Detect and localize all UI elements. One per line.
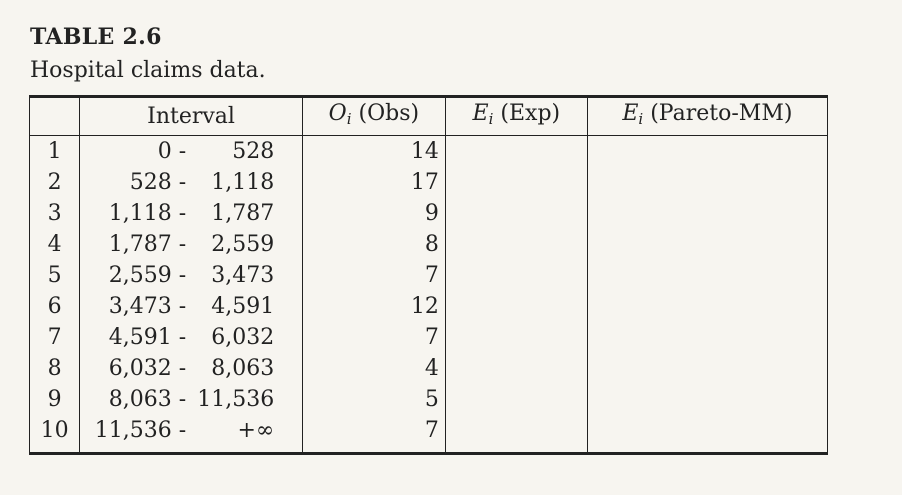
pareto-symbol: E [622, 101, 639, 126]
table-body [30, 136, 828, 453]
header-pareto-mm [587, 97, 827, 136]
expected-count [445, 291, 587, 322]
interval-lower: 2,559 - [108, 263, 187, 288]
expected-label: (Exp) [493, 101, 561, 126]
interval-lower: 8,063 - [108, 387, 187, 412]
observed-count: 14 [302, 136, 445, 168]
expected-subscript: i [488, 110, 494, 128]
interval-cell [80, 167, 303, 198]
interval-upper: 1,787 [211, 201, 275, 226]
observed-count: 9 [302, 198, 445, 229]
interval-cell [80, 229, 303, 260]
interval-lower: 11,536 - [94, 418, 187, 443]
interval-upper: 4,591 [211, 294, 275, 319]
interval-upper: 8,063 [211, 356, 275, 381]
observed-count: 5 [302, 384, 445, 415]
row-index: 2 [30, 167, 80, 198]
table-number-title: TABLE 2.6 [30, 24, 162, 50]
interval-cell [80, 291, 303, 322]
expected-count [445, 229, 587, 260]
table-row [30, 384, 828, 415]
interval-lower: 1,787 - [108, 232, 187, 257]
claims-table-container [29, 95, 828, 455]
interval-upper: 3,473 [211, 263, 275, 288]
interval-cell [80, 322, 303, 353]
expected-count [445, 198, 587, 229]
expected-count [445, 322, 587, 353]
expected-count [445, 260, 587, 291]
pareto-mm-count [587, 260, 827, 291]
table-row [30, 322, 828, 353]
table-row [30, 291, 828, 322]
interval-cell [80, 353, 303, 384]
hospital-claims-table [29, 95, 828, 452]
table-row [30, 229, 828, 260]
observed-count: 7 [302, 322, 445, 353]
expected-count [445, 167, 587, 198]
table-header-row [30, 97, 828, 136]
pareto-mm-count [587, 353, 827, 384]
row-index: 5 [30, 260, 80, 291]
pareto-mm-count [587, 136, 827, 168]
interval-cell [80, 198, 303, 229]
row-index: 3 [30, 198, 80, 229]
header-expected [445, 97, 587, 136]
interval-upper: 11,536 [197, 387, 275, 412]
interval-upper: 528 [232, 139, 275, 164]
table-bottom-rule [29, 452, 828, 455]
expected-count [445, 136, 587, 168]
row-index: 10 [30, 415, 80, 452]
table-row [30, 167, 828, 198]
pareto-mm-count [587, 415, 827, 452]
row-index: 8 [30, 353, 80, 384]
observed-count: 8 [302, 229, 445, 260]
interval-cell [80, 415, 303, 452]
row-index: 9 [30, 384, 80, 415]
interval-upper: 6,032 [211, 325, 275, 350]
observed-subscript: i [346, 110, 352, 128]
table-row [30, 415, 828, 452]
table-row [30, 353, 828, 384]
pareto-mm-count [587, 322, 827, 353]
interval-upper: 2,559 [211, 232, 275, 257]
interval-lower: 0 - [157, 139, 187, 164]
table-caption: Hospital claims data. [30, 58, 266, 83]
row-index: 7 [30, 322, 80, 353]
table-row [30, 136, 828, 168]
row-index: 6 [30, 291, 80, 322]
interval-lower: 4,591 - [108, 325, 187, 350]
expected-count [445, 415, 587, 452]
observed-symbol: O [328, 101, 347, 126]
expected-count [445, 384, 587, 415]
interval-lower: 6,032 - [108, 356, 187, 381]
interval-lower: 3,473 - [108, 294, 187, 319]
pareto-mm-count [587, 384, 827, 415]
observed-count: 12 [302, 291, 445, 322]
pareto-mm-count [587, 229, 827, 260]
interval-cell [80, 260, 303, 291]
observed-count: 7 [302, 260, 445, 291]
observed-count: 4 [302, 353, 445, 384]
observed-label: (Obs) [351, 101, 420, 126]
observed-count: 7 [302, 415, 445, 452]
pareto-subscript: i [638, 110, 644, 128]
observed-count: 17 [302, 167, 445, 198]
table-row [30, 260, 828, 291]
interval-cell [80, 384, 303, 415]
interval-lower: 1,118 - [108, 201, 187, 226]
row-index: 1 [30, 136, 80, 168]
pareto-mm-count [587, 291, 827, 322]
header-interval: Interval [80, 97, 303, 136]
interval-upper: +∞ [237, 418, 275, 443]
expected-symbol: E [472, 101, 489, 126]
table-row [30, 198, 828, 229]
row-index: 4 [30, 229, 80, 260]
interval-lower: 528 - [129, 170, 187, 195]
pareto-label: (Pareto-MM) [643, 101, 793, 126]
expected-count [445, 353, 587, 384]
pareto-mm-count [587, 167, 827, 198]
pareto-mm-count [587, 198, 827, 229]
header-index [30, 97, 80, 136]
header-observed [302, 97, 445, 136]
interval-cell [80, 136, 303, 168]
interval-upper: 1,118 [211, 170, 275, 195]
